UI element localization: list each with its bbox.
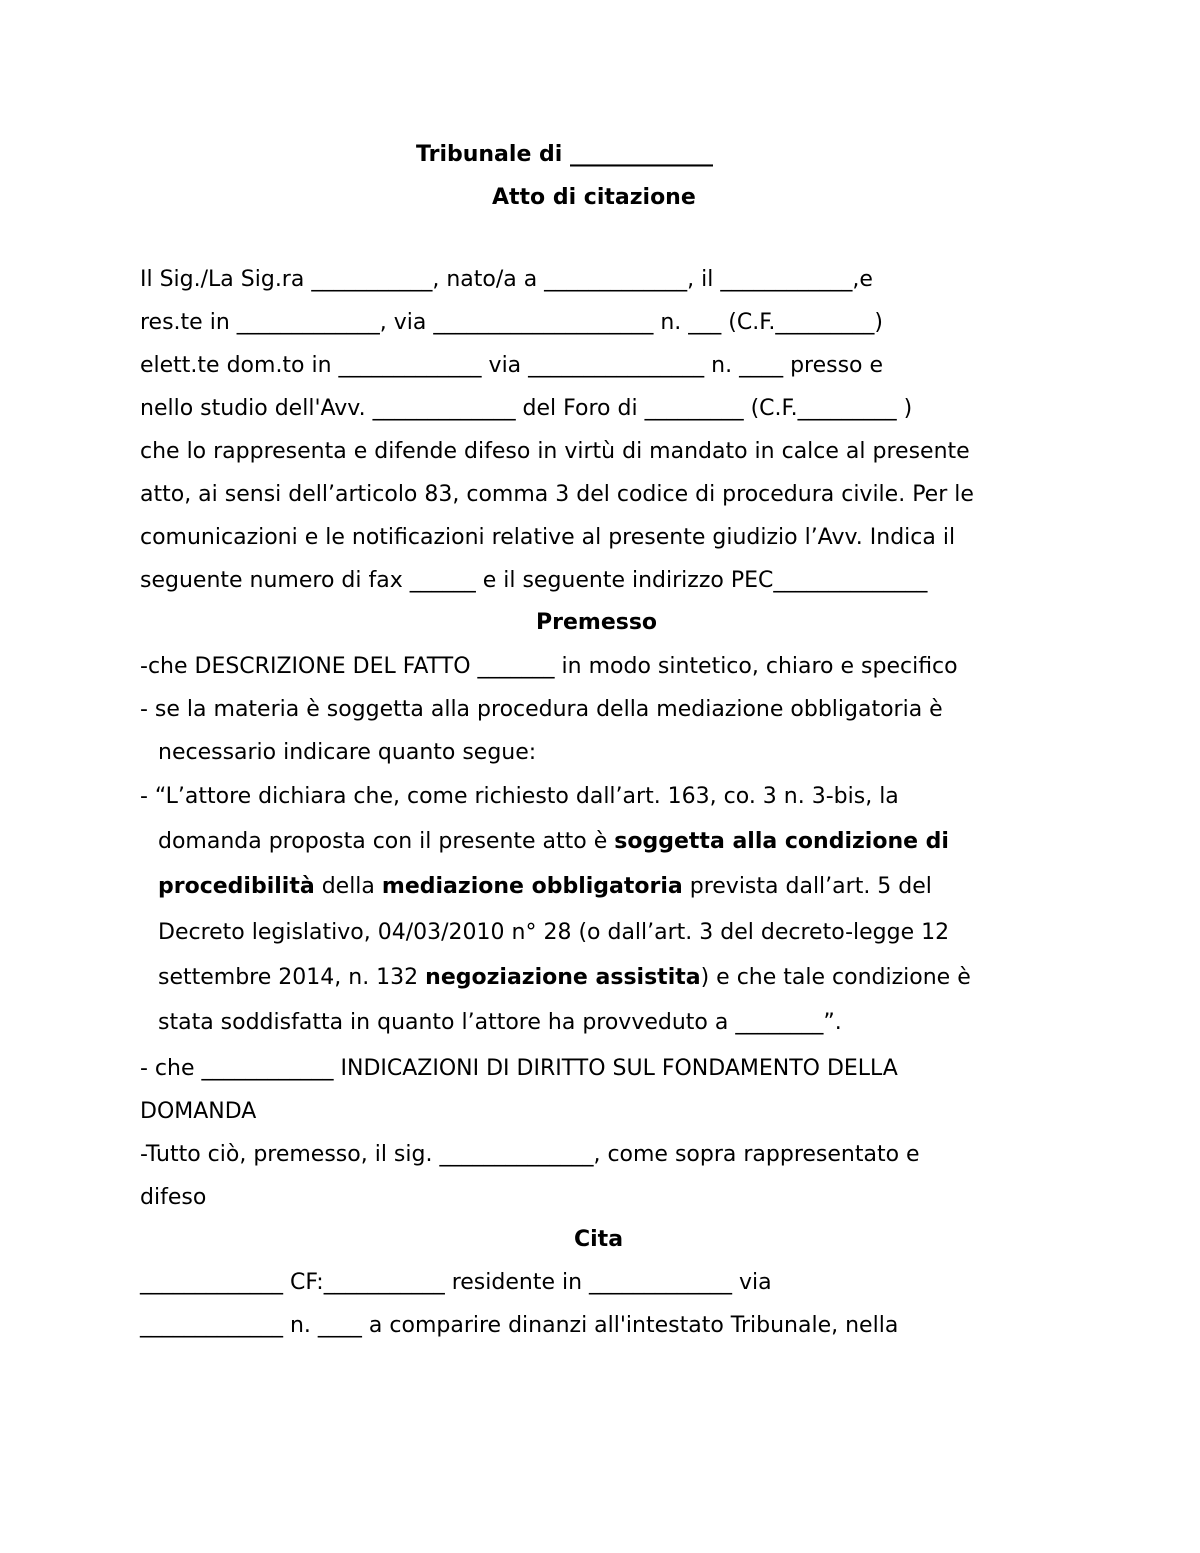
intro-line-5: che lo rappresenta e difende difeso in virtù di mandato in calce al presente [140,439,970,464]
premesso-line-1: -che DESCRIZIONE DEL FATTO _______ in modo sintetico, chiaro e specifico [140,654,958,679]
text-segment: domanda proposta con il presente atto è [158,829,615,854]
text-segment: settembre 2014, n. 132 [158,965,426,990]
document-subtitle: Atto di citazione [492,185,696,210]
intro-line-8: seguente numero di fax ______ e il seguente indirizzo PEC______________ [140,568,928,593]
premesso-line-6 [158,872,932,902]
premesso-line-5 [158,827,949,857]
text-segment: della [314,874,382,899]
intro-line-2: res.te in _____________, via ____________________ n. ___ (C.F._________) [140,310,883,335]
premesso-line-13: difeso [140,1185,207,1210]
premesso-line-10: - che ____________ INDICAZIONI DI DIRITTO SUL FONDAMENTO DELLA [140,1056,898,1081]
cita-line-2: _____________ n. ____ a comparire dinanzi all'intestato Tribunale, nella [140,1313,899,1338]
premesso-line-8 [158,963,971,993]
bold-segment: negoziazione assistita [425,965,701,990]
premesso-line-4: - “L’attore dichiara che, come richiesto dall’art. 163, co. 3 n. 3-bis, la [140,784,899,809]
bold-segment: mediazione obbligatoria [381,874,683,899]
premesso-line-2: - se la materia è soggetta alla procedura della mediazione obbligatoria è [140,697,943,722]
intro-line-7: comunicazioni e le notificazioni relative al presente giudizio l’Avv. Indica il [140,525,956,550]
cita-heading: Cita [574,1227,624,1252]
intro-line-6: atto, ai sensi dell’articolo 83, comma 3 del codice di procedura civile. Per le [140,482,974,507]
premesso-line-7: Decreto legislativo, 04/03/2010 n° 28 (o dall’art. 3 del decreto-legge 12 [158,920,950,945]
premesso-line-9: stata soddisfatta in quanto l’attore ha provveduto a ________”. [158,1010,842,1035]
intro-line-1: Il Sig./La Sig.ra ___________, nato/a a _____________, il ____________,e [140,267,873,292]
intro-line-4: nello studio dell'Avv. _____________ del Foro di _________ (C.F._________ ) [140,396,913,421]
premesso-line-3: necessario indicare quanto segue: [158,740,537,765]
premesso-line-12: -Tutto ciò, premesso, il sig. ______________, come sopra rappresentato e [140,1142,920,1167]
premesso-line-11: DOMANDA [140,1099,257,1124]
court-title: Tribunale di _____________ [416,142,713,167]
bold-segment: procedibilità [158,874,315,899]
intro-line-3: elett.te dom.to in _____________ via ________________ n. ____ presso e [140,353,884,378]
bold-segment: soggetta alla condizione di [614,829,949,854]
text-segment: ) e che tale condizione è [700,965,971,990]
text-segment: prevista dall’art. 5 del [682,874,932,899]
premesso-heading: Premesso [536,610,658,635]
cita-line-1: _____________ CF:___________ residente in _____________ via [140,1270,772,1295]
